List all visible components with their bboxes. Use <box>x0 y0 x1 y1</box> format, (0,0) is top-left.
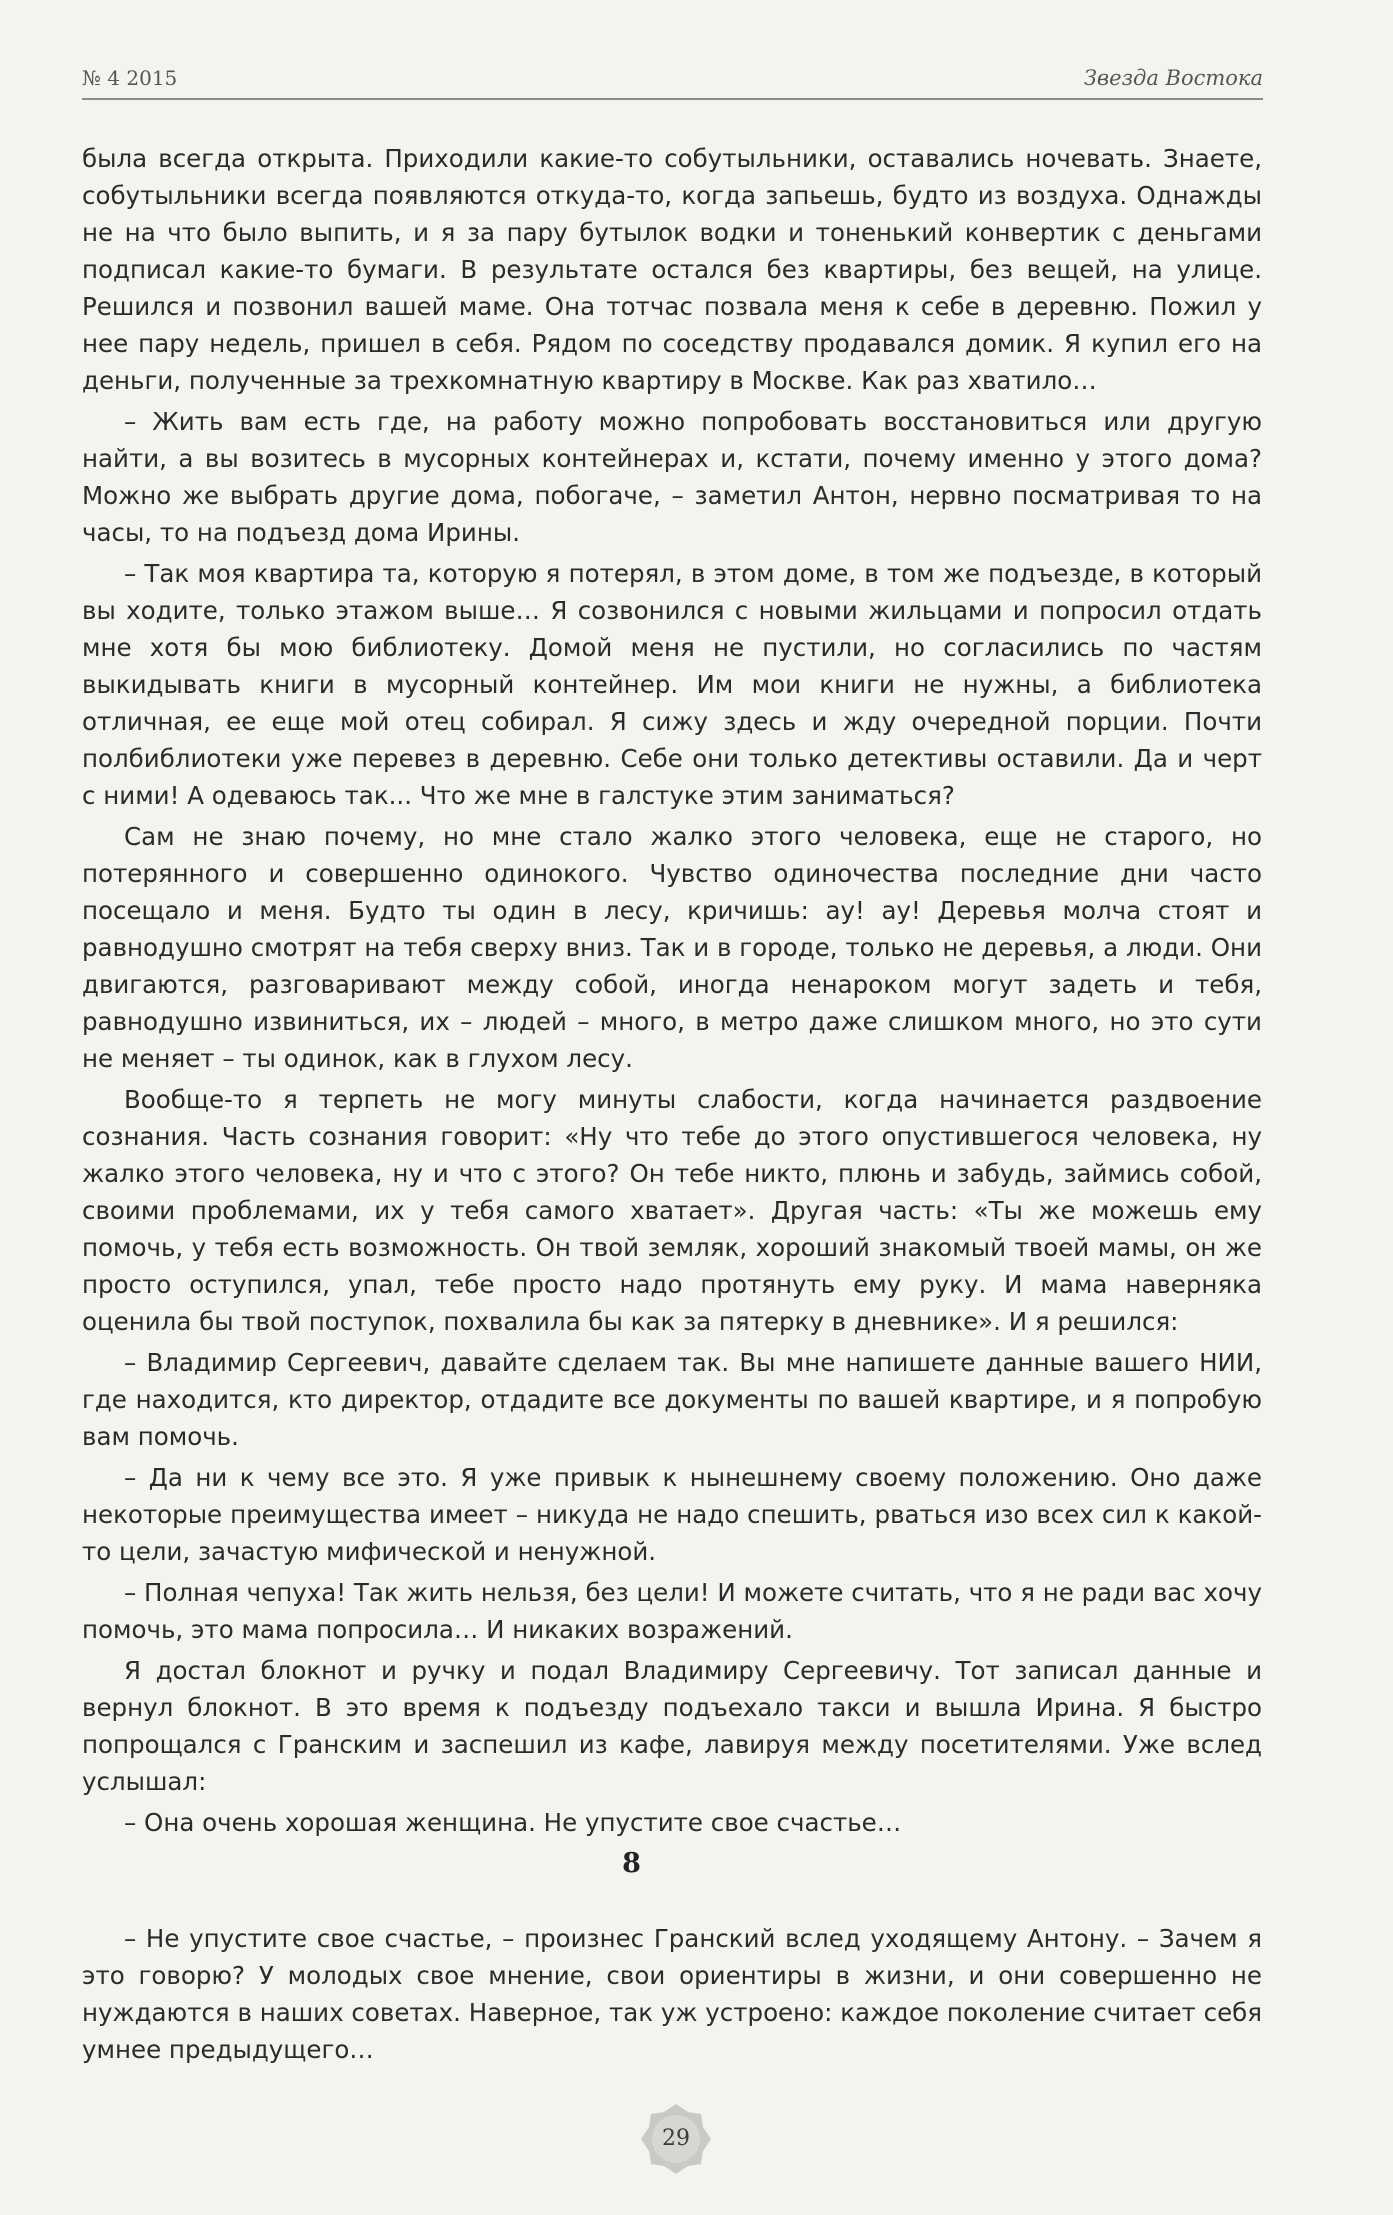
paragraph: Я достал блокнот и ручку и подал Владимиру Сергеевичу. Тот записал данные и вернул блокнот. В это время к подъезду подъехало такси и вышла Ирина. Я быстро попрощался с Гранским и заспешил из кафе, лавируя между посетителями. Уже вслед услышал: <box>82 1656 1262 1796</box>
issue-label: № 4 2015 <box>82 66 178 90</box>
paragraph: – Жить вам есть где, на работу можно попробовать восстановиться или другую найти, а вы возитесь в мусорных контейнерах и, кстати, почему именно у этого дома? Можно же выбрать другие дома, побогаче, – заметил Антон, нервно посматривая то на часы, то на подъезд дома Ирины. <box>82 407 1262 547</box>
paragraph: – Да ни к чему все это. Я уже привык к нынешнему своему положению. Оно даже некоторые преимущества имеет – никуда не надо спешить, рваться изо всех сил к какой-то цели, зачастую мифической и ненужной. <box>82 1463 1262 1566</box>
paragraph: – Она очень хорошая женщина. Не упустите свое счастье… <box>124 1808 902 1837</box>
paragraph: – Так моя квартира та, которую я потерял, в этом доме, в том же подъезде, в который вы ходите, только этажом выше… Я созвонился с новыми жильцами и попросил отдать мне хотя бы мою библиотеку. Домой меня не пустили, но согласились по частям выкидывать книги в мусорный контейнер. Им мои книги не нужны, а библиотека отличная, ее еще мой отец собирал. Я сижу здесь и жду очередной порции. Почти полбиблиотеки уже перевез в деревню. Себе они только детективы оставили. Да и черт с ними! А одеваюсь так... Что же мне в галстуке этим заниматься? <box>82 559 1262 810</box>
main-text <box>82 140 1262 1845</box>
paragraph: Вообще-то я терпеть не могу минуты слабости, когда начинается раздвоение сознания. Часть сознания говорит: «Ну что тебе до этого опустившегося человека, ну жалко этого человека, ну и что с этого? Он тебе никто, плюнь и забудь, займись собой, своими проблемами, их у тебя самого хватает». Другая часть: «Ты же можешь ему помочь, у тебя есть возможность. Он твой земляк, хороший знакомый твоей мамы, он же просто оступился, упал, тебе просто надо протянуть ему руку. И мама наверняка оценила бы твой поступок, похвалила бы как за пятерку в дневнике». И я решился: <box>82 1085 1262 1336</box>
paragraph: – Не упустите свое счастье, – произнес Гранский вслед уходящему Антону. – Зачем я это говорю? У молодых свое мнение, свои ориентиры в жизни, и они совершенно не нуждаются в наших советах. Наверное, так уж устроено: каждое поколение считает себя умнее предыдущего… <box>82 1924 1262 2064</box>
section-text <box>82 1920 1262 2068</box>
paragraph: – Полная чепуха! Так жить нельзя, без цели! И можете считать, что я не ради вас хочу помочь, это мама попросила… И никаких возражений. <box>82 1578 1263 1644</box>
paragraph: Сам не знаю почему, но мне стало жалко этого человека, еще не старого, но потерянного и совершенно одинокого. Чувство одиночества последние дни часто посещало и меня. Будто ты один в лесу, кричишь: ау! ау! Деревья молча стоят и равнодушно смотрят на тебя сверху вниз. Так и в городе, только не деревья, а люди. Они двигаются, разговаривают между собой, иногда ненароком могут задеть и тебя, равнодушно извиниться, их – людей – много, в метро даже слишком много, но это сути не меняет – ты одинок, как в глухом лесу. <box>82 822 1262 1073</box>
paragraph: – Владимир Сергеевич, давайте сделаем так. Вы мне напишете данные вашего НИИ, где находится, кто директор, отдадите все документы по вашей квартире, и я попробую вам помочь. <box>82 1348 1262 1451</box>
journal-title: Звезда Востока <box>1083 66 1263 90</box>
page-number-ornament <box>639 2102 713 2176</box>
running-header <box>82 62 1263 100</box>
section-number: 8 <box>622 1848 641 1879</box>
page-number: 29 <box>662 2126 690 2151</box>
paragraph: была всегда открыта. Приходили какие-то собутыльники, оставались ночевать. Знаете, собутыльники всегда появляются откуда-то, когда запьешь, будто из воздуха. Однажды не на что было выпить, и я за пару бутылок водки и тоненький конвертик с деньгами подписал какие-то бумаги. В результате остался без квартиры, без вещей, на улице. Решился и позвонил вашей маме. Она тотчас позвала меня к себе в деревню. Пожил у нее пару недель, пришел в себя. Рядом по соседству продавался домик. Я купил его на деньги, полученные за трехкомнатную квартиру в Москве. Как раз хватило… <box>82 144 1262 395</box>
